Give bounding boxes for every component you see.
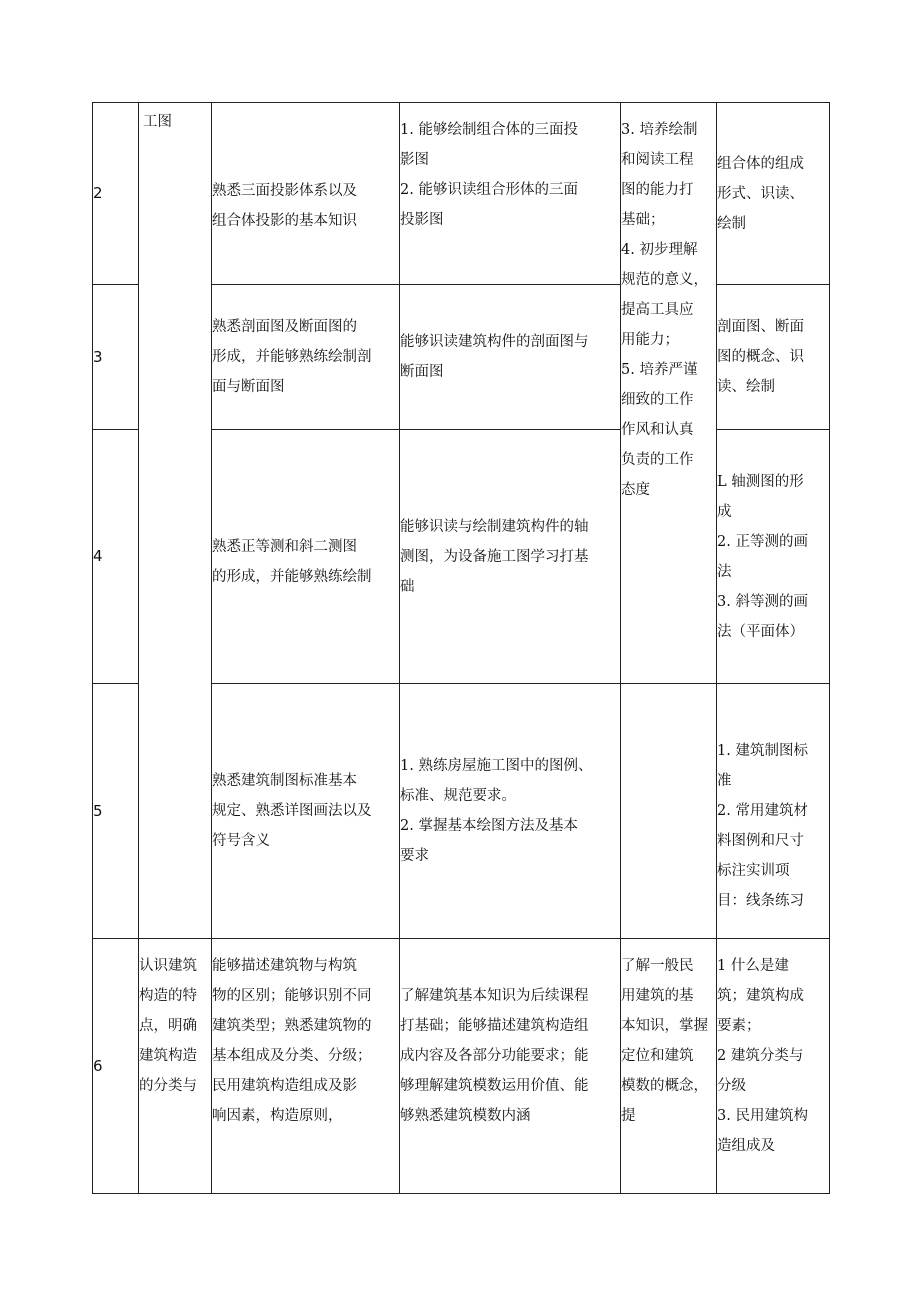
row-number-cell: [93, 285, 139, 430]
knowledge-text: 熟悉三面投影体系以及 组合体投影的基本知识: [212, 182, 357, 229]
knowledge-text: 能够描述建筑物与构筑 物的区别；能够识别不同 建筑类型；熟悉建筑物的 基本组成及分类、分级； 民用建筑构造组成及影 响因素，构造原则，: [212, 958, 372, 1124]
row-number: 2: [93, 184, 103, 202]
quality-cell-empty: [621, 684, 717, 939]
row-number: 3: [93, 347, 103, 366]
skill-cell: [400, 684, 621, 939]
unit-title: 工图: [143, 114, 172, 130]
knowledge-cell: [212, 684, 400, 939]
skill-cell: [400, 103, 621, 285]
content-cell: [717, 430, 830, 684]
course-table: [92, 102, 830, 1194]
unit-title: 认识建筑 构造的特 点，明确 建筑构造 的分类与: [139, 958, 197, 1094]
skill-cell: [400, 285, 621, 430]
skill-text: 能够识读建筑构件的剖面图与 断面图: [400, 334, 589, 380]
row-number-cell: [93, 103, 139, 285]
knowledge-text: 熟悉正等测和斜二测图 的形成，并能够熟练绘制: [212, 538, 372, 585]
knowledge-cell: [212, 939, 400, 1194]
row-number: 4: [93, 547, 103, 565]
knowledge-text: 熟悉剖面图及断面图的 形成，并能够熟练绘制剖 面与断面图: [212, 319, 372, 395]
content-cell: [717, 285, 830, 430]
skill-cell: [400, 939, 621, 1194]
content-text: 1. 建筑制图标 准 2. 常用建筑材 料图例和尺寸 标注实训项 目：线条练习: [717, 743, 808, 909]
content-cell: [717, 939, 830, 1194]
quality-text: 3. 培养绘制 和阅读工程 图的能力打 基础； 4. 初步理解 规范的意义， 提高工具应 用能力； 5. 培养严谨 细致的工作 作风和认真 负责的工作 态度: [621, 122, 708, 498]
quality-cell: [621, 939, 717, 1194]
knowledge-text: 熟悉建筑制图标准基本 规定、熟悉详图画法以及 符号含义: [212, 773, 372, 849]
knowledge-cell: [212, 103, 400, 285]
skill-cell: [400, 430, 621, 684]
table-row-6: [93, 939, 830, 1194]
content-text: 组合体的组成 形式、识读、 绘制: [717, 155, 804, 232]
content-text: L 轴测图的形 成 2. 正等测的画 法 3. 斜等测的画 法（平面体）: [717, 473, 808, 640]
row-number: 6: [93, 1056, 103, 1075]
content-text: 1 什么是建 筑；建筑构成 要素； 2 建筑分类与 分级 3. 民用建筑构 造组成及: [717, 958, 808, 1154]
row-number: 5: [93, 801, 103, 820]
row-number-cell: [93, 939, 139, 1194]
table-row-2: [93, 103, 830, 285]
content-text: 剖面图、断面 图的概念、识 读、绘制: [717, 319, 804, 395]
quality-text: 了解一般民 用建筑的基 本知识，掌握 定位和建筑 模数的概念， 提: [621, 958, 708, 1124]
content-cell: [717, 684, 830, 939]
row-number-cell: [93, 430, 139, 684]
skill-text: 了解建筑基本知识为后续课程 打基础；能够描述建筑构造组 成内容及各部分功能要求；能 够理解建筑模数运用价值、能 够熟悉建筑模数内涵: [400, 988, 589, 1124]
row-number-cell: [93, 684, 139, 939]
knowledge-cell: [212, 285, 400, 430]
content-cell: [717, 103, 830, 285]
unit-cell: [139, 939, 212, 1194]
skill-text: 1. 能够绘制组合体的三面投 影图 2. 能够识读组合形体的三面 投影图: [400, 122, 578, 228]
skill-text: 1. 熟练房屋施工图中的图例、 标准、规范要求。 2. 掌握基本绘图方法及基本 要求: [400, 758, 593, 864]
skill-text: 能够识读与绘制建筑构件的轴 测图，为设备施工图学习打基 础: [400, 518, 589, 595]
unit-cell: [139, 103, 212, 939]
quality-cell: [621, 103, 717, 684]
knowledge-cell: [212, 430, 400, 684]
